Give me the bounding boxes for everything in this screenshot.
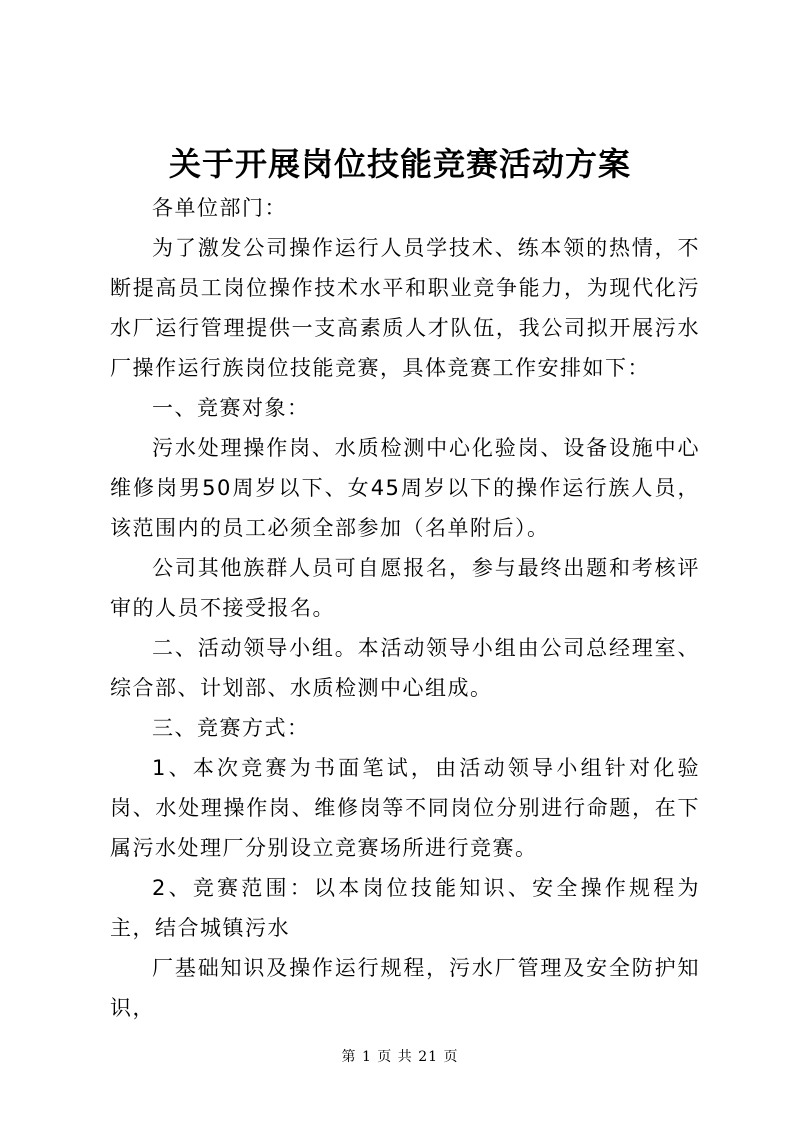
method-item-1-paragraph: 1、本次竞赛为书面笔试，由活动领导小组针对化验岗、水处理操作岗、维修岗等不同岗位分别进行命题，在下属污水处理厂分别设立竞赛场所进行竞赛。	[110, 756, 700, 860]
intro-paragraph: 为了激发公司操作运行人员学技术、练本领的热情，不断提高员工岗位操作技术水平和职业竞争能力，为现代化污水厂运行管理提供一支高素质人才队伍，我公司拟开展污水厂操作运行族岗位技能竞赛，具体竞赛工作安排如下：	[110, 236, 700, 380]
section-heading-participants: 一、竞赛对象：	[152, 396, 310, 420]
leadership-group-paragraph: 二、活动领导小组。本活动领导小组由公司总经理室、综合部、计划部、水质检测中心组成。	[110, 636, 700, 700]
participants-paragraph: 污水处理操作岗、水质检测中心化验岗、设备设施中心维修岗男50周岁以下、女45周岁以下的操作运行族人员，该范围内的员工必须全部参加（名单附后）。	[110, 436, 700, 540]
salutation-paragraph: 各单位部门：	[152, 196, 287, 220]
section-heading-method: 三、竞赛方式：	[152, 716, 310, 740]
method-item-2-continuation: 厂基础知识及操作运行规程，污水厂管理及安全防护知识，	[110, 956, 700, 1020]
document-body	[110, 188, 700, 1028]
voluntary-signup-paragraph: 公司其他族群人员可自愿报名，参与最终出题和考核评审的人员不接受报名。	[110, 556, 700, 620]
document-title: 关于开展岗位技能竞赛活动方案	[168, 145, 631, 183]
page-footer: 第 1 页 共 21 页	[341, 1049, 459, 1065]
method-item-2-paragraph: 2、竞赛范围：以本岗位技能知识、安全操作规程为主，结合城镇污水	[110, 876, 700, 940]
